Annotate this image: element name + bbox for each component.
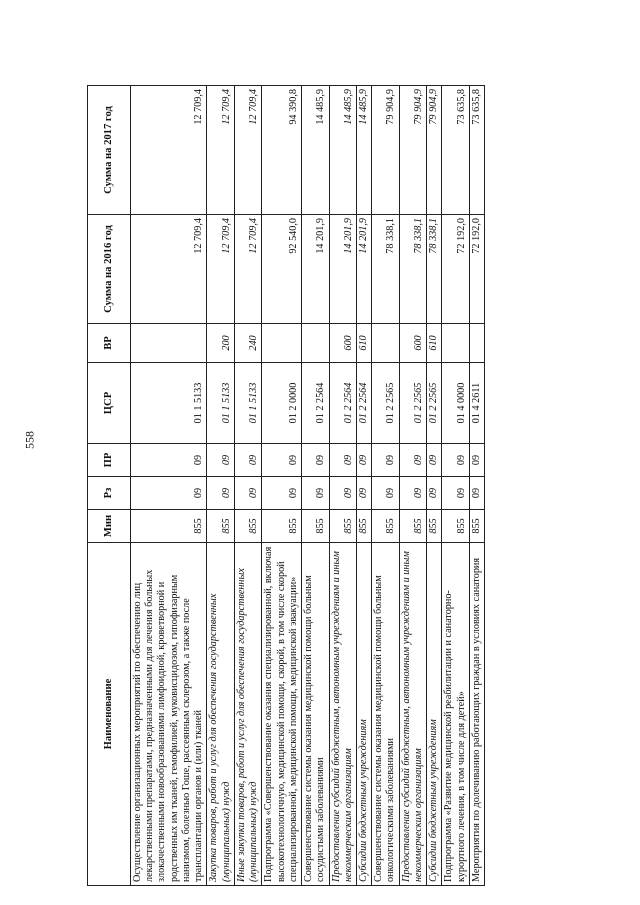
cell-min: 855: [469, 510, 484, 543]
cell-sum-2017: 12 709,4: [131, 86, 207, 215]
cell-csr: 01 2 2565: [427, 363, 442, 444]
cell-pr: 09: [442, 444, 469, 477]
header-name: Наименование: [88, 543, 131, 886]
cell-sum-2017: 79 904,9: [427, 86, 442, 215]
cell-sum-2016: 12 709,4: [234, 215, 261, 324]
rotated-table-container: [87, 86, 572, 886]
cell-csr: 01 1 5133: [131, 363, 207, 444]
cell-sum-2016: 72 192,0: [469, 215, 484, 324]
table-row: [329, 86, 356, 886]
cell-sum-2016: 14 201,9: [302, 215, 329, 324]
cell-sum-2016: 14 201,9: [329, 215, 356, 324]
cell-name: Субсидии бюджетным учреждениям: [427, 543, 442, 886]
cell-vr: [262, 324, 302, 363]
cell-sum-2017: 14 485,9: [356, 86, 371, 215]
cell-name: Предоставление субсидий бюджетным, автономным учреждениям и иным некоммерческим организациям: [399, 543, 426, 886]
cell-rz: 09: [427, 477, 442, 510]
cell-pr: 09: [372, 444, 399, 477]
cell-min: 855: [131, 510, 207, 543]
cell-pr: 09: [234, 444, 261, 477]
cell-rz: 09: [131, 477, 207, 510]
cell-sum-2017: 14 485,9: [302, 86, 329, 215]
cell-vr: 600: [329, 324, 356, 363]
table-header-row: [88, 86, 131, 886]
cell-rz: 09: [234, 477, 261, 510]
cell-min: 855: [399, 510, 426, 543]
cell-rz: 09: [442, 477, 469, 510]
cell-pr: 09: [131, 444, 207, 477]
cell-sum-2017: 73 635,8: [469, 86, 484, 215]
table-row: [372, 86, 399, 886]
cell-name: Осуществление организационных мероприятий по обеспечению лиц лекарственными препаратами, предназначенными для лечения больных злокачественными новообразованиями лимфоидной, кроветворной и родственных им тканей, гемофилией, муковисцидозом, гипофизарным нанизмом, болезнью Гоше, рассеянным склерозом, а также после трансплантации органов и (или) тканей: [131, 543, 207, 886]
cell-csr: 01 2 2564: [356, 363, 371, 444]
cell-name: Совершенствование системы оказания медицинской помощи больным сосудистыми заболеваниями: [302, 543, 329, 886]
cell-pr: 09: [469, 444, 484, 477]
cell-min: 855: [329, 510, 356, 543]
cell-rz: 09: [356, 477, 371, 510]
table-row: [207, 86, 234, 886]
cell-pr: 09: [302, 444, 329, 477]
cell-sum-2016: 78 338,1: [427, 215, 442, 324]
cell-name: Совершенствование системы оказания медицинской помощи больным онкологическими заболеваниями: [372, 543, 399, 886]
table-row: [302, 86, 329, 886]
cell-vr: [442, 324, 469, 363]
cell-sum-2016: 92 540,0: [262, 215, 302, 324]
cell-sum-2017: 12 709,4: [207, 86, 234, 215]
cell-min: 855: [427, 510, 442, 543]
cell-csr: 01 1 5133: [234, 363, 261, 444]
header-rz: Рз: [88, 477, 131, 510]
cell-rz: 09: [469, 477, 484, 510]
cell-name: Иные закупки товаров, работ и услуг для обеспечения государственных (муниципальных) нужд: [234, 543, 261, 886]
cell-name: Субсидии бюджетным учреждениям: [356, 543, 371, 886]
cell-vr: 610: [356, 324, 371, 363]
cell-sum-2016: 78 338,1: [399, 215, 426, 324]
cell-pr: 09: [427, 444, 442, 477]
cell-min: 855: [207, 510, 234, 543]
cell-sum-2017: 79 904,9: [399, 86, 426, 215]
table-row: [399, 86, 426, 886]
cell-pr: 09: [356, 444, 371, 477]
cell-vr: [131, 324, 207, 363]
header-sum-2016: Сумма на 2016 год: [88, 215, 131, 324]
table-row: [442, 86, 469, 886]
table-row: [234, 86, 261, 886]
cell-vr: 610: [427, 324, 442, 363]
cell-csr: 01 2 2564: [302, 363, 329, 444]
cell-pr: 09: [329, 444, 356, 477]
cell-csr: 01 2 2565: [372, 363, 399, 444]
cell-sum-2017: 94 390,8: [262, 86, 302, 215]
cell-rz: 09: [372, 477, 399, 510]
cell-vr: [302, 324, 329, 363]
table-row: [131, 86, 207, 886]
cell-name: Предоставление субсидий бюджетным, автономным учреждениям и иным некоммерческим организациям: [329, 543, 356, 886]
table-row: [356, 86, 371, 886]
cell-sum-2017: 79 904,9: [372, 86, 399, 215]
cell-pr: 09: [262, 444, 302, 477]
cell-name: Подпрограмма «Развитие медицинской реабилитации и санаторно-курортного лечения, в том числе для детей»: [442, 543, 469, 886]
table-row: [262, 86, 302, 886]
page-number: 558: [22, 431, 37, 449]
cell-min: 855: [372, 510, 399, 543]
cell-pr: 09: [207, 444, 234, 477]
cell-min: 855: [356, 510, 371, 543]
cell-sum-2017: 73 635,8: [442, 86, 469, 215]
cell-csr: 01 4 2611: [469, 363, 484, 444]
cell-pr: 09: [399, 444, 426, 477]
cell-vr: 240: [234, 324, 261, 363]
budget-table: [87, 85, 485, 886]
cell-rz: 09: [399, 477, 426, 510]
cell-name: Подпрограмма «Совершенствование оказания специализированной, включая высокотехнологичную, медицинской помощи, скорой, в том числе скорой специализированной, медицинской помощи, медицинской эвакуации»: [262, 543, 302, 886]
cell-name: Мероприятия по долечиванию работающих граждан в условиях санатория: [469, 543, 484, 886]
header-vr: ВР: [88, 324, 131, 363]
cell-csr: 01 1 5133: [207, 363, 234, 444]
cell-vr: 600: [399, 324, 426, 363]
header-min: Мин: [88, 510, 131, 543]
cell-min: 855: [302, 510, 329, 543]
cell-sum-2017: 14 485,9: [329, 86, 356, 215]
cell-min: 855: [262, 510, 302, 543]
cell-sum-2017: 12 709,4: [234, 86, 261, 215]
table-row: [427, 86, 442, 886]
cell-rz: 09: [207, 477, 234, 510]
cell-vr: [372, 324, 399, 363]
cell-name: Закупка товаров, работ и услуг для обеспечения государственных (муниципальных) нужд: [207, 543, 234, 886]
cell-sum-2016: 78 338,1: [372, 215, 399, 324]
header-pr: ПР: [88, 444, 131, 477]
table-row: [469, 86, 484, 886]
cell-rz: 09: [302, 477, 329, 510]
cell-csr: 01 2 2564: [329, 363, 356, 444]
cell-rz: 09: [262, 477, 302, 510]
cell-csr: 01 2 0000: [262, 363, 302, 444]
cell-min: 855: [234, 510, 261, 543]
cell-sum-2016: 72 192,0: [442, 215, 469, 324]
cell-sum-2016: 12 709,4: [207, 215, 234, 324]
cell-csr: 01 4 0000: [442, 363, 469, 444]
cell-rz: 09: [329, 477, 356, 510]
cell-csr: 01 2 2565: [399, 363, 426, 444]
cell-min: 855: [442, 510, 469, 543]
cell-vr: 200: [207, 324, 234, 363]
header-csr: ЦСР: [88, 363, 131, 444]
cell-vr: [469, 324, 484, 363]
header-sum-2017: Сумма на 2017 год: [88, 86, 131, 215]
cell-sum-2016: 14 201,9: [356, 215, 371, 324]
cell-sum-2016: 12 709,4: [131, 215, 207, 324]
